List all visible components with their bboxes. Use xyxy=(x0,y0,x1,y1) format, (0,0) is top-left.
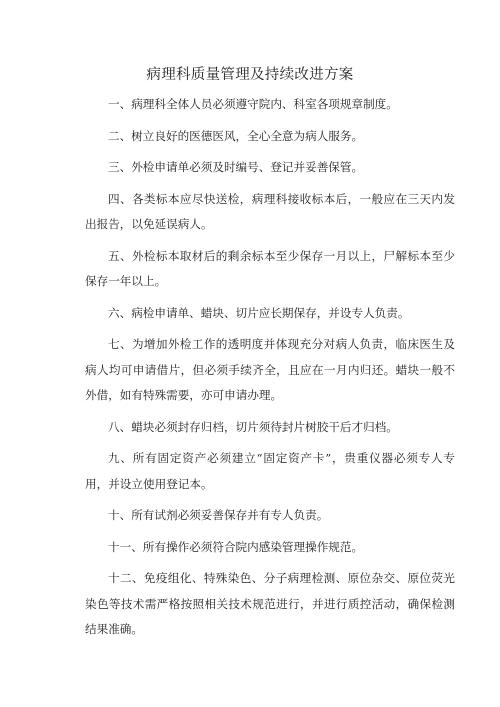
clause-item-11: 十一、所有操作必须符合院内感染管理操作规范。 xyxy=(108,539,364,554)
clause-item-3: 三、外检申请单必须及时编号、登记并妥善保管。 xyxy=(108,160,364,174)
clause-list xyxy=(85,92,455,649)
clause-item-7: 七、为增加外检工作的透明度并体现充分对病人负责，临床医生及病人均可申请借片，但必须手续齐全，且应在一月内归还。蜡块一般不外借，如有特殊需要，亦可申请办理。 xyxy=(85,337,455,402)
clause-item-6: 六、病检申请单、蜡块、切片应长期保存，并设专人负责。 xyxy=(108,305,410,320)
clause-item-12: 十二、免疫组化、特殊染色、分子病理检测、原位杂交、原位荧光染色等技术需严格按照相关技术规范进行，并进行质控活动，确保检测结果准确。 xyxy=(85,571,455,636)
clause-item-2: 二、树立良好的医德医风，全心全意为病人服务。 xyxy=(108,128,364,143)
clause-item-10: 十、所有试剂必须妥善保存并有专人负责。 xyxy=(108,508,329,522)
clause-item-8: 八、蜡块必须封存归档，切片须待封片树胶干后才归档。 xyxy=(108,419,398,434)
clause-item-9: 九、所有固定资产必须建立“固定资产卡”，贵重仪器必须专人专用，并设立使用登记本。 xyxy=(85,451,455,491)
clause-item-4: 四、各类标本应尽快送检，病理科接收标本后，一般应在三天内发出报告，以免延误病人。 xyxy=(85,191,455,231)
clause-item-5: 五、外检标本取材后的剩余标本至少保存一月以上，尸解标本至少保存一年以上。 xyxy=(85,248,455,288)
page-title: 病理科质量管理及持续改进方案 xyxy=(146,67,354,83)
clause-item-1: 一、病理科全体人员必须遵守院内、科室各项规章制度。 xyxy=(108,97,398,111)
